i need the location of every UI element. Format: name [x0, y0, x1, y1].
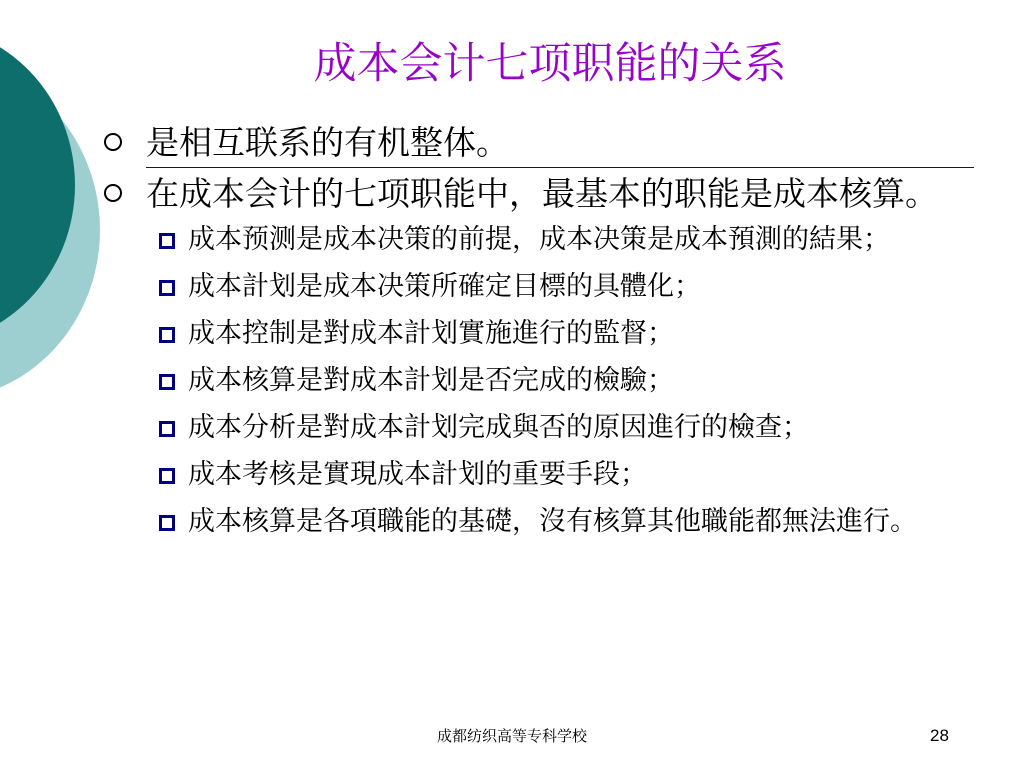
footer-school-name: 成都纺织高等专科学校 [436, 727, 587, 745]
sub-bullet-item [100, 504, 980, 540]
square-bullet-icon [159, 374, 175, 390]
sub-bullet-text: 成本控制是對成本計划實施進行的監督； [188, 318, 674, 349]
sub-bullet-text: 成本考核是實現成本計划的重要手段； [188, 459, 647, 490]
square-bullet-icon [159, 421, 175, 437]
bullet-item [100, 172, 980, 216]
bullet-item [100, 121, 980, 167]
bullet-text: 在成本会计的七项职能中，最基本的职能是成本核算。 [146, 174, 938, 213]
square-bullet-icon [159, 327, 175, 343]
sub-bullet-item [100, 457, 980, 493]
sub-bullet-text: 成本核算是對成本計划是否完成的檢驗； [188, 365, 674, 396]
hollow-circle-bullet-icon [104, 133, 122, 151]
sub-bullet-item [100, 222, 980, 258]
sub-bullet-text: 成本核算是各項職能的基礎，沒有核算其他職能都無法進行。 [188, 506, 917, 537]
sub-bullet-list [100, 222, 980, 540]
sub-bullet-item [100, 410, 980, 446]
sub-bullet-item [100, 363, 980, 399]
square-bullet-icon [159, 233, 175, 249]
sub-bullet-text: 成本分析是對成本計划完成與否的原因進行的檢查； [188, 412, 809, 443]
square-bullet-icon [159, 515, 175, 531]
square-bullet-icon [159, 280, 175, 296]
page-number: 28 [930, 726, 949, 745]
slide-title: 成本会计七项职能的关系 [313, 39, 787, 89]
bullet-text: 是相互联系的有机整体。 [146, 123, 509, 162]
sub-bullet-text: 成本预测是成本决策的前提，成本决策是成本預測的結果； [188, 224, 890, 255]
square-bullet-icon [159, 468, 175, 484]
sub-bullet-text: 成本計划是成本决策所確定目標的具體化； [188, 271, 701, 302]
sub-bullet-item [100, 316, 980, 352]
divider-line [146, 167, 974, 168]
sub-bullet-item [100, 269, 980, 305]
slide-content [100, 121, 980, 551]
hollow-circle-bullet-icon [104, 184, 122, 202]
